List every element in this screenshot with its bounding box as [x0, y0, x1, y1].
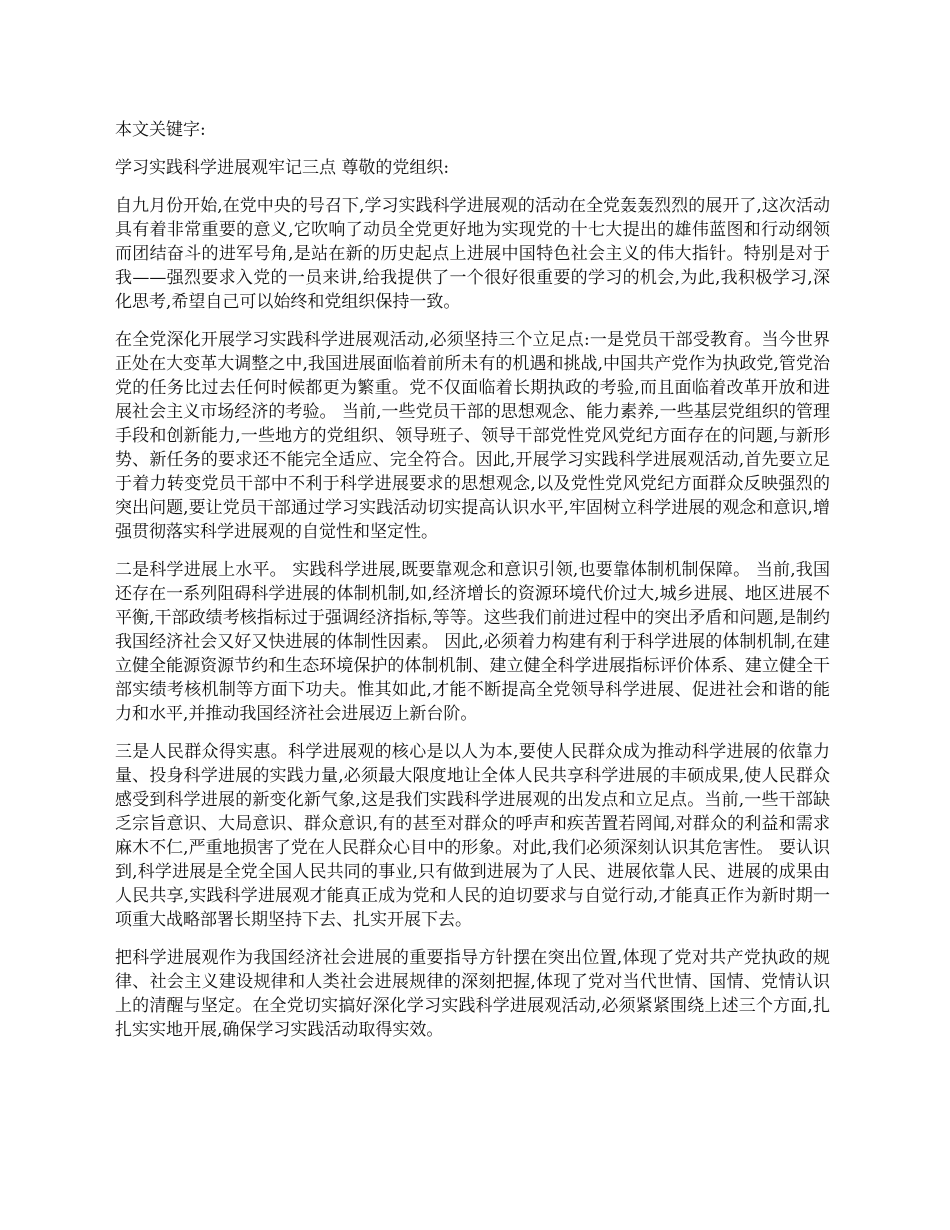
keywords-label: 本文关键字: — [115, 120, 206, 140]
paragraph-point-one: 在全党深化开展学习实践科学进展观活动,必须坚持三个立足点:一是党员干部受教育。当今世界正处在大变革大调整之中,我国进展面临着前所未有的机遇和挑战,中国共产党作为执政党,管党治党的任务比过去任何时候都更为繁重。党不仅面临着长期执政的考验,而且面临着改革开放和进展社会主义市场经济的考验。 当前,一些党员干部的思想观念、能力素养,一些基层党组织的管理手段和创新能力,一些地方的党组织、领导班子、领导干部党性党风党纪方面存在的问题,与新形势、新任务的要求还不能完全适应、完全符合。因此,开展学习实践科学进展观活动,首先要立足于着力转变党员干部中不利于科学进展要求的思想观念,以及党性党风党纪方面群众反映强烈的突出问题,要让党员干部通过学习实践活动切实提高认识水平,牢固树立科学进展的观念和意识,增强贯彻落实科学进展观的自觉性和坚定性。 — [115, 330, 830, 542]
paragraph-intro: 自九月份开始,在党中央的号召下,学习实践科学进展观的活动在全党轰轰烈烈的展开了,这次活动具有着非常重要的意义,它吹响了动员全党更好地为实现党的十七大提出的雄伟蓝图和行动纲领而团结奋斗的进军号角,是站在新的历史起点上进展中国特色社会主义的伟大指针。特别是对于我——强烈要求入党的一员来讲,给我提供了一个很好很重要的学习的机会,为此,我积极学习,深化思考,希望自己可以始终和党组织保持一致。 — [115, 196, 830, 312]
document-body — [115, 118, 830, 1056]
paragraph-point-two: 二是科学进展上水平。 实践科学进展,既要靠观念和意识引领,也要靠体制机制保障。 当前,我国还存在一系列阻碍科学进展的体制机制,如,经济增长的资源环境代价过大,城乡进展、地区进展不平衡,干部政绩考核指标过于强调经济指标,等等。这些我们前进过程中的突出矛盾和问题,是制约我国经济社会又好又快进展的体制性因素。 因此,必须着力构建有利于科学进展的体制机制,在建立健全能源资源节约和生态环境保护的体制机制、建立健全科学进展指标评价体系、建立健全干部实绩考核机制等方面下功夫。惟其如此,才能不断提高全党领导科学进展、促进社会和谐的能力和水平,并推动我国经济社会进展迈上新台阶。 — [115, 560, 830, 724]
paragraph-point-three: 三是人民群众得实惠。科学进展观的核心是以人为本,要使人民群众成为推动科学进展的依靠力量、投身科学进展的实践力量,必须最大限度地让全体人民共享科学进展的丰硕成果,使人民群众感受到科学进展的新变化新气象,这是我们实践科学进展观的出发点和立足点。当前,一些干部缺乏宗旨意识、大局意识、群众意识,有的甚至对群众的呼声和疾苦置若罔闻,对群众的利益和需求麻木不仁,严重地损害了党在人民群众心目中的形象。对此,我们必须深刻认识其危害性。 要认识到,科学进展是全党全国人民共同的事业,只有做到进展为了人民、进展依靠人民、进展的成果由人民共享,实践科学进展观才能真正成为党和人民的迫切要求与自觉行动,才能真正作为新时期一项重大战略部署长期坚持下去、扎实开展下去。 — [115, 742, 830, 930]
paragraph-conclusion: 把科学进展观作为我国经济社会进展的重要指导方针摆在突出位置,体现了党对共产党执政的规律、社会主义建设规律和人类社会进展规律的深刻把握,体现了党对当代世情、国情、党情认识上的清醒与坚定。在全党切实搞好深化学习实践科学进展观活动,必须紧紧围绕上述三个方面,扎扎实实地开展,确保学习实践活动取得实效。 — [115, 948, 830, 1040]
document-title-line: 学习实践科学进展观牢记三点 尊敬的党组织: — [115, 158, 450, 178]
